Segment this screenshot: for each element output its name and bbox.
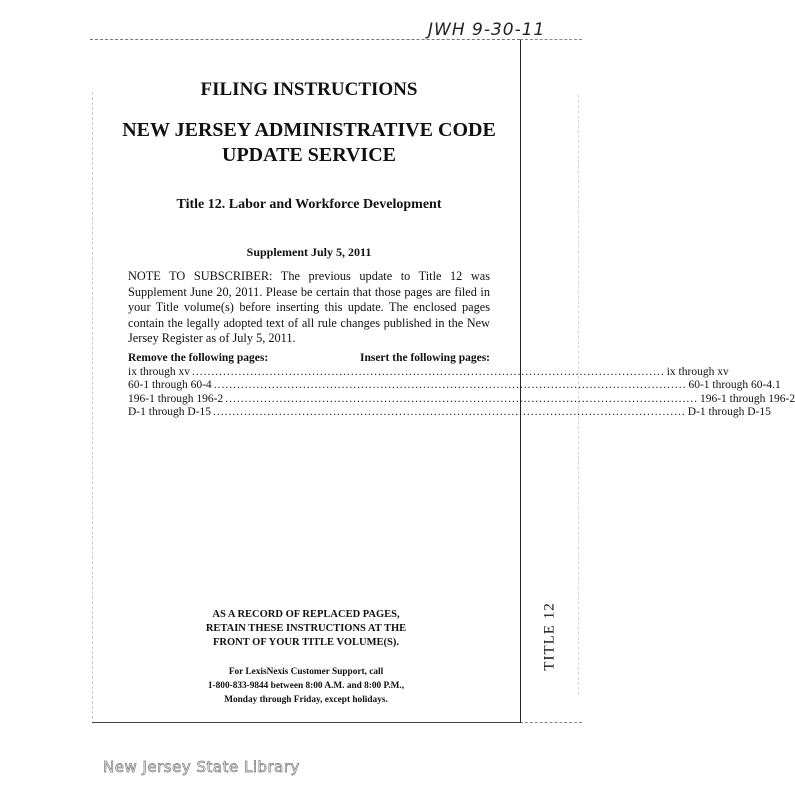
support-line2: 1-800-833-9844 between 8:00 A.M. and 8:00 P.M., <box>207 681 405 691</box>
insert-pages: D-1 through D-15 <box>687 406 771 418</box>
leader-dots: .......................................................................................................................... <box>213 379 687 391</box>
insert-pages: 196-1 through 196-2 <box>699 392 795 405</box>
record-notice <box>150 608 462 650</box>
table-header <box>128 352 490 366</box>
customer-support <box>150 665 462 707</box>
remove-header: Remove the following pages: <box>128 352 269 364</box>
support-line1: For LexisNexis Customer Support, call <box>228 667 384 677</box>
remove-pages: 60-1 through 60-4 <box>128 379 212 391</box>
leader-dots: .......................................................................................................................... <box>225 392 698 405</box>
subscriber-note: NOTE TO SUBSCRIBER: The previous update to Title 12 was Supplement June 20, 2011. Please be certain that those pages are filed in your Title volume(s) before inserting this update. The enclosed pages contain the legally adopted text of all rule changes published in the New Jersey Register as of July 5, 2011. <box>128 269 490 345</box>
insert-pages: 60-1 through 60-4.1 <box>688 379 781 391</box>
handwritten-note: JWH 9-30-11 <box>428 20 546 40</box>
table-row <box>128 379 781 393</box>
page-title: FILING INSTRUCTIONS <box>200 79 418 100</box>
library-stamp: New Jersey State Library <box>103 758 300 776</box>
code-heading-line1: NEW JERSEY ADMINISTRATIVE CODE <box>122 119 496 141</box>
record-line2: RETAIN THESE INSTRUCTIONS AT THE <box>205 623 407 634</box>
insert-header: Insert the following pages: <box>359 352 490 364</box>
table-row <box>128 365 729 380</box>
code-heading-line2: UPDATE SERVICE <box>222 144 396 166</box>
bottom-border-right <box>520 722 582 723</box>
record-line1: AS A RECORD OF REPLACED PAGES, <box>212 609 400 620</box>
support-line3: Monday through Friday, except holidays. <box>224 695 388 705</box>
code-heading <box>0 118 618 168</box>
bottom-border <box>92 722 520 723</box>
leader-dots: .......................................................................................................................... <box>191 365 665 378</box>
title-name: Title 12. Labor and Workforce Development <box>176 197 442 212</box>
supplement-date: Supplement July 5, 2011 <box>246 245 372 259</box>
table-row <box>128 406 771 420</box>
remove-pages: ix through xv <box>128 365 190 378</box>
record-line3: FRONT OF YOUR TITLE VOLUME(S). <box>213 637 399 648</box>
pages-table <box>128 352 795 420</box>
left-margin-line <box>92 92 93 724</box>
remove-pages: D-1 through D-15 <box>128 406 212 418</box>
insert-pages: ix through xv <box>666 365 729 378</box>
side-tab-label: TITLE 12 <box>541 602 558 671</box>
remove-pages: 196-1 through 196-2 <box>128 392 224 405</box>
table-row <box>128 392 795 407</box>
leader-dots: .......................................................................................................................... <box>213 406 686 418</box>
